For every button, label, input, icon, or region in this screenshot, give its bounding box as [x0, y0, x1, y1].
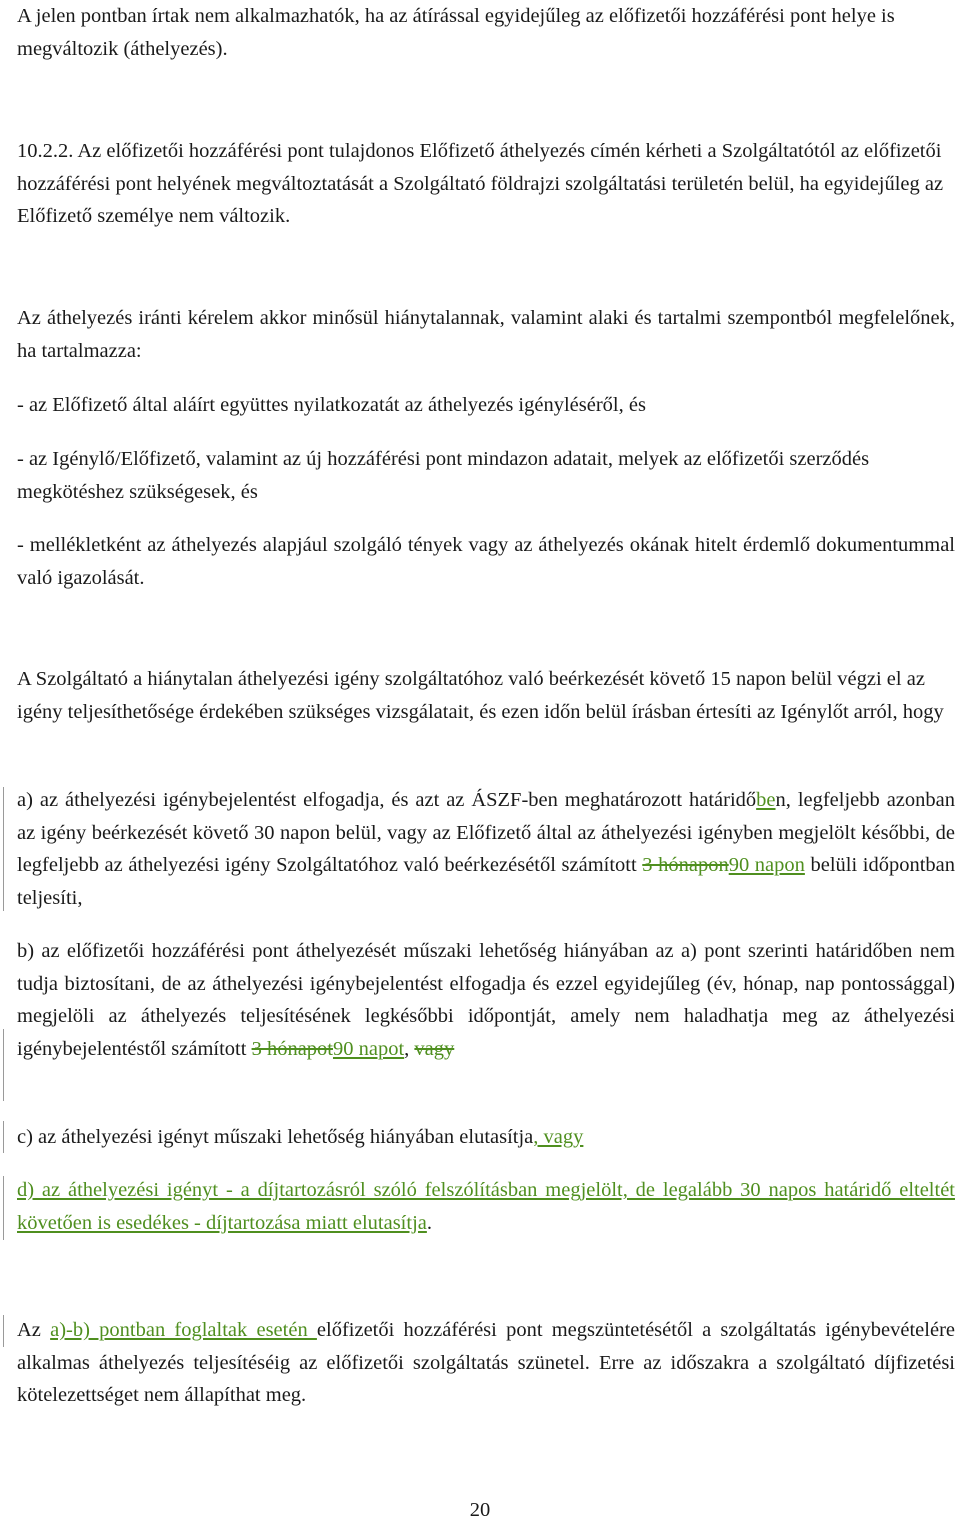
deleted-text: 3 hónapot — [251, 1037, 333, 1060]
list-item: - mellékletként az áthelyezés alapjául szolgáló tények vagy az áthelyezés okának hitelt érdemlő dokumentummal való igazolását. — [17, 534, 955, 589]
closing-text-2: előfizetői hozzáférési pont megszüntetésétől a szolgáltatás igénybevételére alkalmas áthelyezés teljesítéséig az előfizetői szolgáltatás szünetel. Erre az időszakra a szolgáltató díjfizetési kötelezettséget nem állapíthat meg. — [17, 1319, 956, 1406]
change-bar — [3, 1029, 4, 1101]
option-a-text-3: belüli időpontban teljesíti, — [17, 854, 955, 909]
option-b-paragraph — [17, 935, 955, 1065]
option-a-text-2: n, legfeljebb azonban az igény beérkezését követő 30 napon belül, vagy az Előfizető által az áthelyezési igényben megjelölt későbbi, de legfeljebb az áthelyezési igény Szolgáltatóhoz való beérkezésétől számított — [17, 789, 955, 876]
option-c-text: c) az áthelyezési igényt műszaki lehetőség hiányában elutasítja — [17, 1126, 534, 1148]
inserted-text: 90 napon — [728, 854, 805, 876]
page-number: 20 — [469, 1499, 491, 1521]
inserted-text: a)-b) pontban foglaltak esetén — [50, 1319, 317, 1341]
deleted-text: vagy — [414, 1037, 455, 1060]
option-b-text-2: , — [404, 1037, 415, 1060]
option-d-text: . — [426, 1211, 432, 1234]
inserted-text: 90 napot — [332, 1037, 405, 1060]
processing-paragraph: A Szolgáltató a hiánytalan áthelyezési igény szolgáltatóhoz való beérkezését követő 15 napon belül végzi el az igény teljesíthetősége érdekében szükséges vizsgálatait, és ezen időn belül írásban értesíti az Igénylőt arról, hogy — [17, 668, 944, 723]
list-item: - az Előfizető által aláírt együttes nyilatkozatát az áthelyezés igényléséről, és — [17, 394, 646, 416]
deleted-text: 3 hónapon — [642, 854, 729, 876]
option-b-text-1: b) az előfizetői hozzáférési pont áthelyezését műszaki lehetőség hiányában az a) pont szerinti határidőben nem tudja biztosítani, de az áthelyezési igénybejelentést elfogadja és ezzel egyidejűleg (év, hónap, nap pontossággal) megjelöli az áthelyezés teljesítésének legkésőbbi időpontját, amely nem haladhatja meg az áthelyezési igénybejelentéstől számított — [17, 940, 955, 1060]
inserted-text: be — [756, 789, 776, 811]
section-10-2-2-paragraph: 10.2.2. Az előfizetői hozzáférési pont tulajdonos Előfizető áthelyezés címén kérheti a Szolgáltatótól az előfizetői hozzáférési pont helyének megváltoztatását a Szolgáltató földrajzi szolgáltatási területén belül, ha egyidejűleg az Előfizető személye nem változik. — [17, 140, 944, 227]
intro-paragraph: A jelen pontban írtak nem alkalmazhatók, ha az átírással egyidejűleg az előfizetői hozzáférési pont helye is megváltozik (áthelyezés). — [17, 5, 895, 60]
option-d-paragraph — [17, 1174, 955, 1239]
change-bar — [3, 1176, 4, 1240]
change-bar — [3, 1315, 4, 1347]
closing-text-1: Az — [17, 1319, 51, 1341]
inserted-text: d) az áthelyezési igényt - a díjtartozásról szóló felszólításban megjelölt, de legalább 30 napos határidő elteltét követően is esedékes - díjtartozása miatt elutasítja — [17, 1179, 955, 1234]
option-a-paragraph — [17, 784, 955, 914]
closing-paragraph — [17, 1314, 955, 1412]
change-bar — [3, 787, 4, 911]
option-a-text-1: a) az áthelyezési igénybejelentést elfogadja, és azt az ÁSZF-ben meghatározott határidő — [17, 789, 757, 811]
inserted-text: , vagy — [533, 1126, 584, 1148]
list-item: - az Igénylő/Előfizető, valamint az új hozzáférési pont mindazon adatait, melyek az előfizetői szerződés megkötéshez szükségesek, és — [17, 448, 870, 503]
change-bar — [3, 1121, 4, 1153]
option-c-paragraph — [17, 1121, 955, 1154]
completeness-paragraph: Az áthelyezés iránti kérelem akkor minősül hiánytalannak, valamint alaki és tartalmi szempontból megfelelőnek, ha tartalmazza: — [17, 307, 955, 362]
